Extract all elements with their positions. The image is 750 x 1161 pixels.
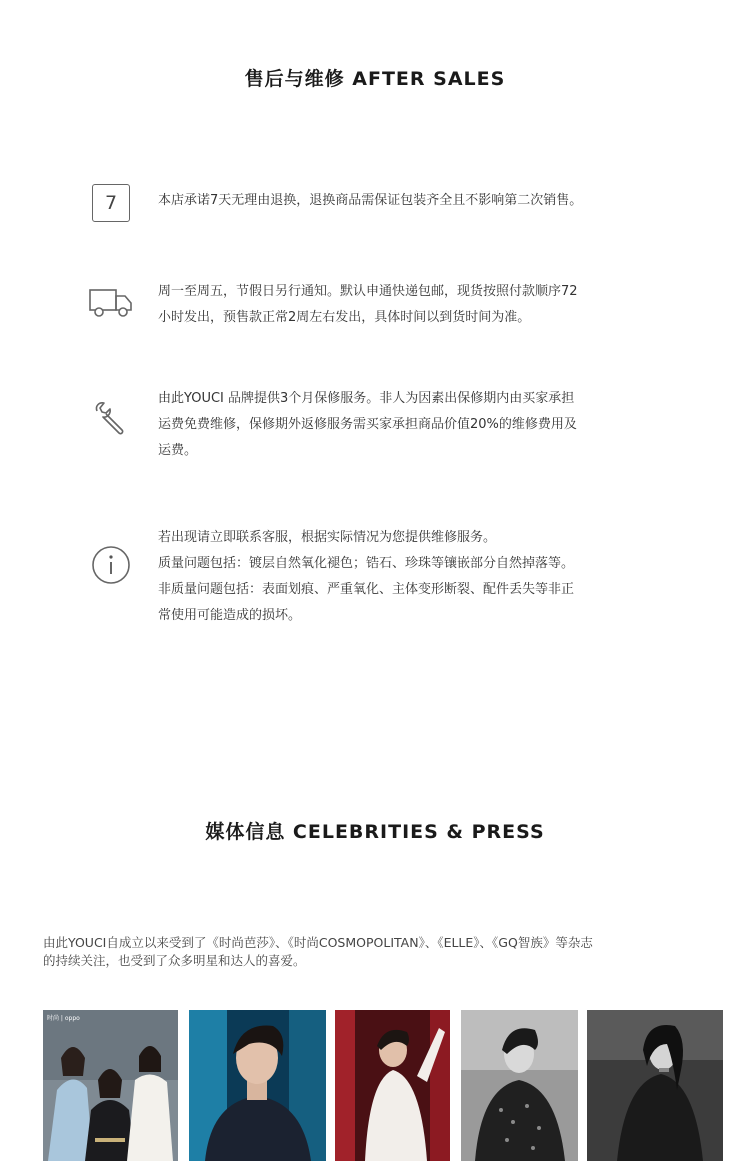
policy-row-returns — [88, 178, 688, 224]
info-icon — [88, 542, 134, 588]
shipping-text-line: 小时发出，预售款正常2周左右发出，具体时间以到货时间为准。 — [158, 310, 531, 325]
celebrity-photo-strip — [43, 1010, 723, 1161]
warranty-text-line: 运费。 — [158, 443, 198, 458]
press-text-line: 由此YOUCI自成立以来受到了《时尚芭莎》、《时尚COSMOPOLITAN》、《ELLE》、《GQ智族》等杂志 — [43, 935, 593, 950]
press-description — [43, 934, 723, 970]
policy-row-warranty — [88, 386, 688, 466]
press-text-line: 的持续关注，也受到了众多明星和达人的喜爱。 — [43, 953, 306, 968]
repair-info-line: 非质量问题包括：表面划痕、严重氧化、主体变形断裂、配件丢失等非正 — [158, 582, 575, 597]
truck-icon — [88, 279, 134, 325]
press-title: 媒体信息 CELEBRITIES & PRESS — [205, 821, 545, 843]
wrench-icon — [88, 398, 134, 444]
warranty-text-line: 运费免费维修，保修期外返修服务需买家承担商品价值20%的维修费用及 — [158, 417, 577, 432]
after-sales-title: 售后与维修 AFTER SALES — [244, 68, 506, 90]
shipping-text-line: 周一至周五，节假日另行通知。默认申通快递包邮，现货按照付款顺序72 — [158, 284, 578, 299]
returns-text: 本店承诺7天无理由退换，退换商品需保证包装齐全且不影响第二次销售。 — [158, 193, 583, 208]
celebrity-photo — [335, 1010, 450, 1161]
celebrity-photo — [189, 1010, 326, 1161]
seven-day-icon-text: 7 — [104, 192, 118, 214]
magazine-caption: 时尚 | oppo — [47, 1015, 80, 1022]
celebrity-photo — [43, 1010, 178, 1161]
policy-row-shipping — [88, 279, 688, 335]
celebrity-photo — [461, 1010, 578, 1161]
seven-day-icon — [88, 180, 134, 226]
repair-info-line: 质量问题包括：镀层自然氧化褪色；锆石、珍珠等镶嵌部分自然掉落等。 — [158, 556, 575, 571]
repair-info-line: 若出现请立即联系客服，根据实际情况为您提供维修服务。 — [158, 530, 497, 545]
policy-row-repair-info — [88, 525, 688, 629]
celebrity-photo — [587, 1010, 723, 1161]
repair-info-line: 常使用可能造成的损坏。 — [158, 608, 302, 623]
warranty-text-line: 由此YOUCI 品牌提供3个月保修服务。非人为因素出保修期内由买家承担 — [158, 391, 575, 406]
